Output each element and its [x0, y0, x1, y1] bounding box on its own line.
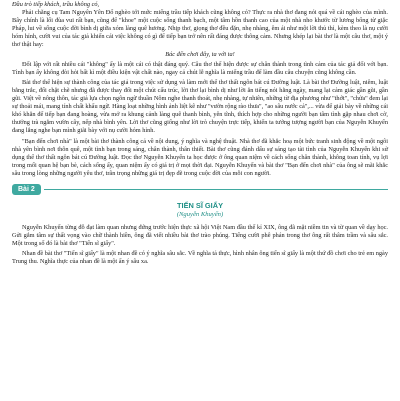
paragraph-3: Bài thơ thể hiện sự thành công của tác giả trong việc sử dụng và làm mới thể thơ thất ngôn bát cú Đường luật. Là bài thơ Đường luật, niêm, luật bằng trắc, đối chặt chẽ nhưng đã được thay đổi một chút cấu trúc, lời thơ lại bình dị như lời ăn tiếng nói hằng ngày, mang lại cảm giác gần gũi, gần gũi. Việt về nông thôn, tác giả lựa chọn ngôn ngữ thuần Nôm nghe thanh thoát, nhẹ nhàng, tự nhiên, những từ địa phương như "thớt", "chửa" đem lại sự thoải mái, mang tính chất khẩu ngữ. Hàng loạt những hình ảnh liệt kê như "vườn rộng rào thưa", "ao sâu nước cả",... vừa để giải bày về những cái khó khăn để tiếp bạn đang hoàng, vừa mở ra khung cảnh làng quê thanh bình, yên tĩnh, thích hợp cho những người bạn tâm tình gặp nhau chơi cờ, thưởng trà ngắm vườn cây, nếp nhà bình yên. Lời thơ cũng giống như lời trò chuyện trực tiếp, khiến ta tưởng tượng người bạn của Nguyễn Khuyến đang lắng nghe bạn mình giãi bày với nụ cười hóm hỉnh.: [12, 78, 388, 135]
poem-title: TIẾN SĨ GIẤY: [177, 200, 223, 210]
poem-quote-line: Đầu trò tiếp khách, trầu không có,: [12, 1, 100, 8]
section-divider: [44, 189, 388, 190]
document-page: [0, 1, 400, 401]
paragraph-5: Nguyễn Khuyến từng đỗ đạt làm quan nhưng đứng trước hiện thực xã hội Việt Nam đầu thế kỉ XIX, ông đã mặt niềm tin và từ quan về dạy học. Gửi gắm tâm sự thất vọng vào chữ thành hiền, ông đã viết nhiều bài thơ trào phúng. Tiếng cười phê phán trong thơ ông rất thâm trầm và sâu sắc. Một trong số đó là bài thơ "Tiến sĩ giấy".: [12, 223, 388, 248]
paragraph-6: Nhan đề bài thơ "Tiến sĩ giấy" là một nhan đề có ý nghĩa sâu sắc. Về nghĩa tả thực, hình nhân ông tiến sĩ giấy là một thứ đồ chơi cho trẻ em ngày Trung thu. Nghĩa thực của nhan đề là một ẩn ý sâu xa.: [12, 250, 388, 266]
section-header: [12, 184, 388, 195]
poem-author: (Nguyễn Khuyến): [176, 210, 224, 218]
section-badge: Bài 2: [12, 184, 41, 195]
paragraph-2: Đối lập với rất nhiều cái "không" ấy là một cái có thật đáng quý. Câu thơ thể hiện được sự chân thành trong tình cảm của tác giả đối với bạn. Tình bạn ấy không đòi hỏi bất kì một điều kiện vật chất nào, ngay cả chút lễ nghĩa là miếng trầu để làm đầu câu chuyện cũng không cần.: [12, 60, 388, 76]
paragraph-4: "Bạn đến chơi nhà" là một bài thơ thành công cả về nội dung, ý nghĩa và nghệ thuật. Nhà thơ đã khắc hoạ một bức tranh sinh động về một ngôi nhà yên bình nơi thôn quê, một tình bạn trong sáng, chân thành, thân thiết. Bài thơ cũng đánh dấu sự sáng tạo tài tình của Nguyễn Khuyến khi sử dụng thể thơ thất ngôn bát cú Đường luật. Đọc thơ Nguyễn Khuyến ta học được ở ông quan niệm về cách sống chân thành, không toan tính, vụ lợi trong mối quan hệ bạn bè, cách sống ấy, quan niệm ấy có giá trị ở mọi thời đại. Nguyễn Khuyến và bài thơ "Bạn đến chơi nhà" của ông sẽ mãi khắc sâu trong lòng những người yêu thơ, trân trọng những giá trị đẹp đẽ trong cuộc đời của mỗi con người.: [12, 137, 388, 177]
paragraph-1: Phải chăng cụ Tam Nguyên Yên Đổ nghèo tới mức miếng trầu tiếp khách cũng không có? Thực ra nhà thơ đang nói quá về cái nghèo của mình. Bây chính là lối đùa vui rất bạn, cũng để "khoe" một cuộc sống thanh bạch, một tâm hồn thanh cao của một nhà nho khước từ lương bổng từ giặc Pháp, lui về sống cuộc đời bình dị giữa xóm làng quê hương. Nhịp thơ, giọng thơ đều đặn, nhẹ nhàng, êm ái như một lời thủ thỉ, kèm theo là nụ cười hóm hỉnh, cười vui của tác giả khiến cái việc không có gì để tiếp bạn trở nên rất đáng được thông cảm. Nhưng khép lại bài thơ là một câu thơ, một ý thơ thật hay:: [12, 9, 388, 49]
poem-quote-closing: Bác đến chơi đây, ta với ta!: [165, 50, 235, 58]
